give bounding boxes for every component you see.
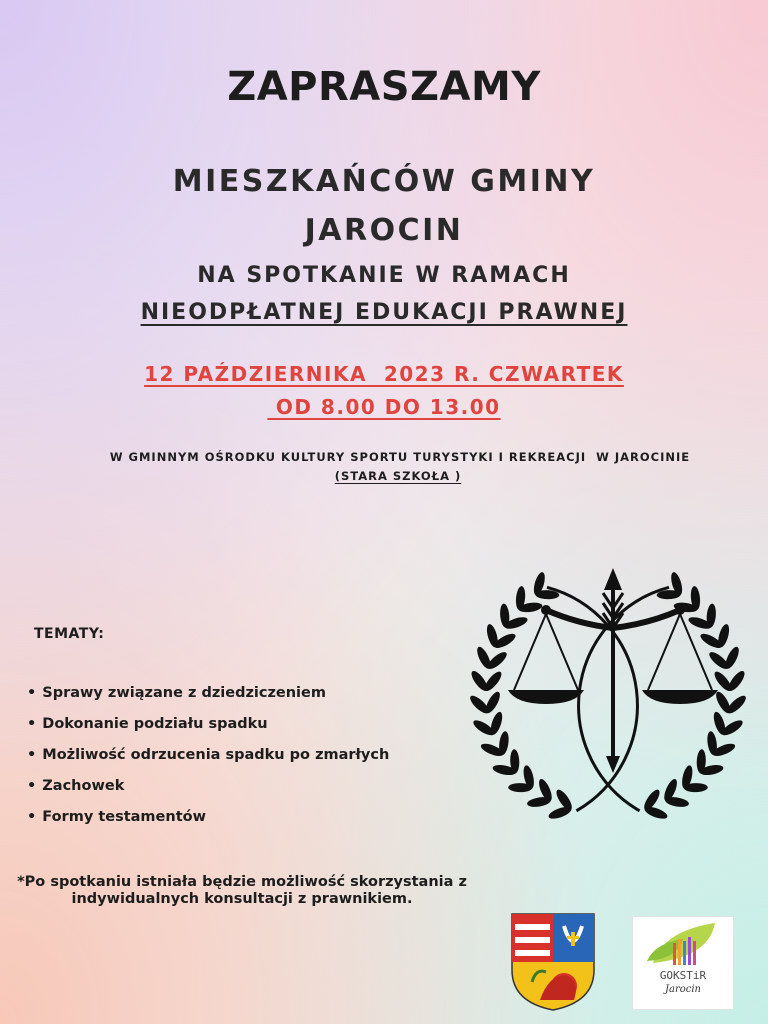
- meeting-topic-text: NIEODPŁATNEJ EDUKACJI PRAWNEJ: [140, 300, 628, 325]
- event-time: [0, 395, 768, 419]
- residents-line-1: MIESZKAŃCÓW GMINY: [172, 164, 596, 199]
- topics-list: [27, 685, 389, 840]
- topic-item: • Sprawy związane z dziedziczeniem: [27, 685, 389, 716]
- venue-subline: [0, 469, 768, 483]
- leaf-icon: [633, 917, 733, 969]
- event-date-text: 12 PAŹDZIERNIKA 2023 R. CZWARTEK: [144, 362, 624, 386]
- footnote: *Po spotkaniu istniała będzie możliwość skorzystania z indywidualnych konsultacji z prawnikiem.: [17, 874, 467, 907]
- scales-icon: [508, 568, 718, 773]
- topic-item: • Możliwość odrzucenia spadku po zmarłych: [27, 747, 389, 778]
- laurel-leaf: [469, 669, 491, 694]
- gokstir-place: Jarocin: [664, 984, 701, 995]
- event-time-text: OD 8.00 DO 13.00: [267, 395, 501, 419]
- headline: ZAPRASZAMY: [227, 64, 541, 110]
- gokstir-name: GOKSTiR: [659, 969, 707, 982]
- meeting-intro: NA SPOTKANIE W RAMACH: [197, 263, 571, 288]
- venue-subline-text: (STARA SZKOŁA ): [334, 469, 462, 483]
- coat-of-arms-icon: [510, 912, 596, 1012]
- topic-item: • Formy testamentów: [27, 809, 389, 840]
- meeting-topic: [0, 300, 768, 325]
- laurel-leaf: [713, 690, 733, 715]
- residents-line-2: JAROCIN: [304, 213, 464, 248]
- event-date: [0, 362, 768, 386]
- topic-item: • Zachowek: [27, 778, 389, 809]
- scales-of-justice-icon: [458, 528, 758, 838]
- laurel-leaf: [712, 669, 734, 693]
- venue-line: W GMINNYM OŚRODKU KULTURY SPORTU TURYSTYKI I REKREACJI W JAROCINIE: [109, 450, 691, 464]
- gokstir-logo: [632, 916, 734, 1010]
- topics-label: TEMATY:: [34, 626, 105, 642]
- topic-item: • Dokonanie podziału spadku: [27, 716, 389, 747]
